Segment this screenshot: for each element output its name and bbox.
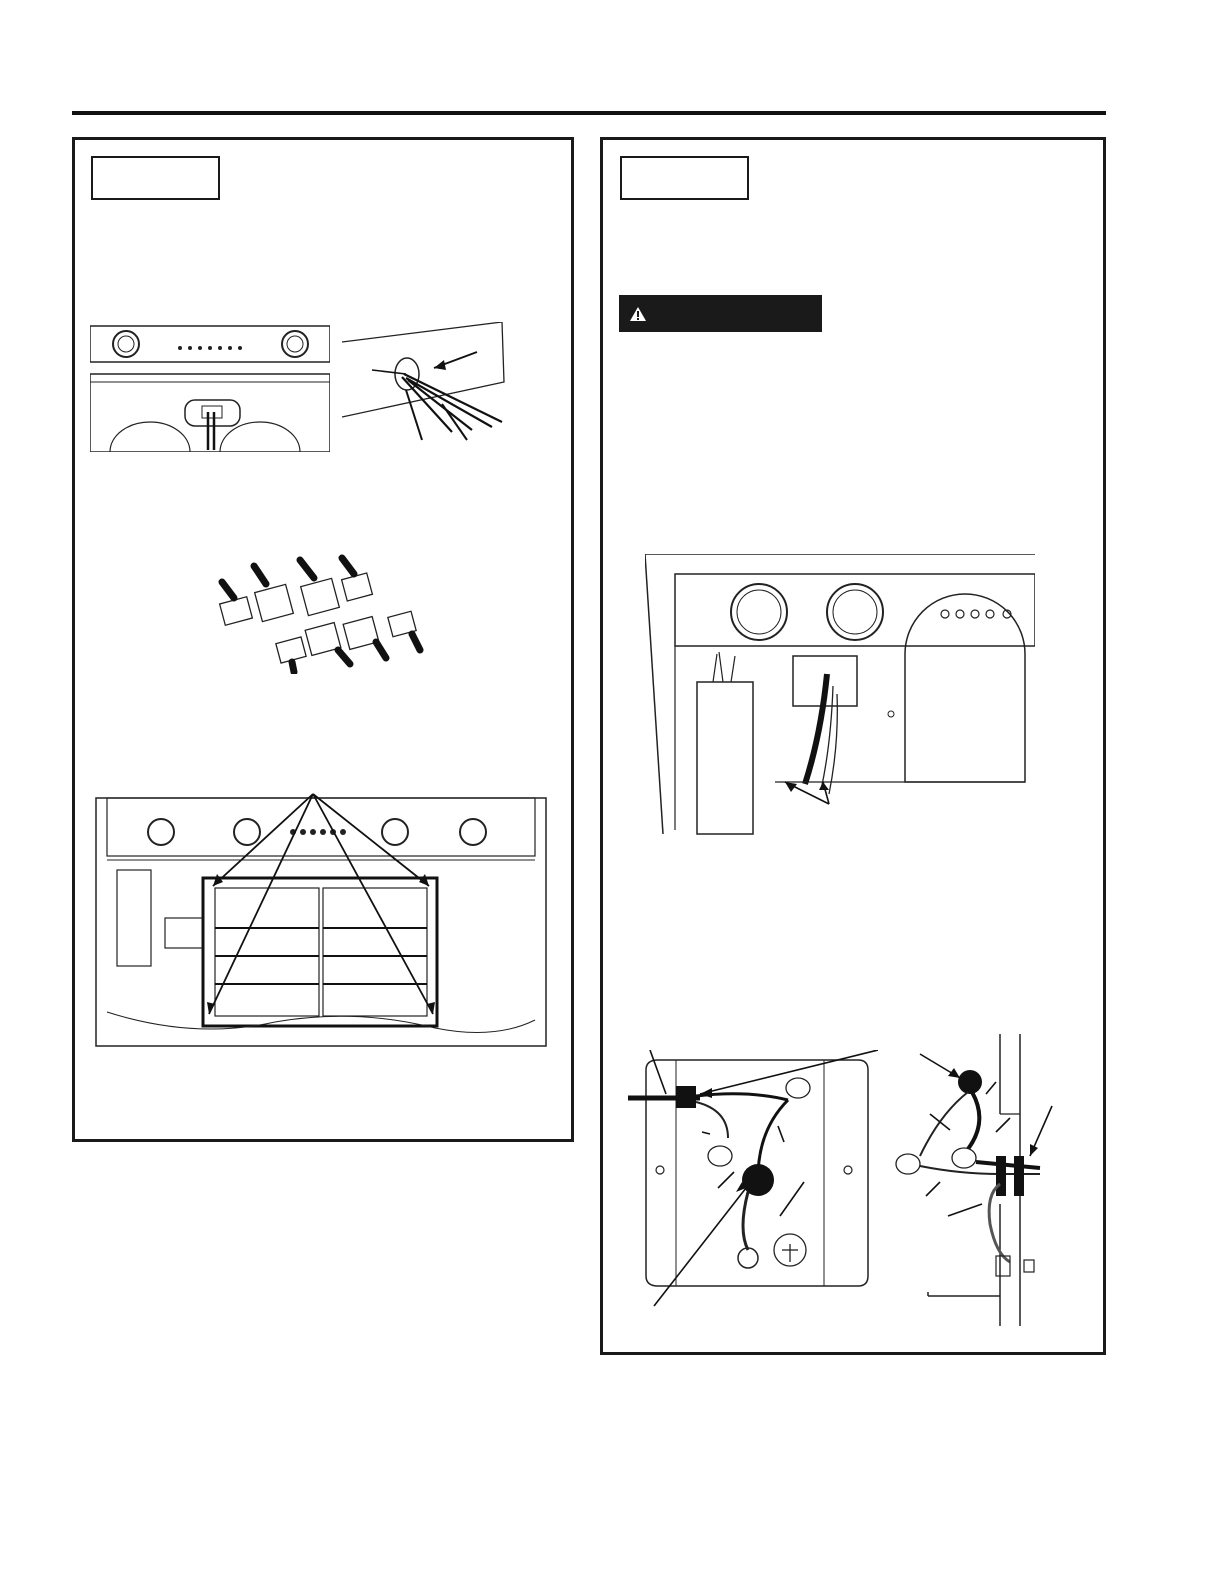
right-step-label-box xyxy=(620,156,749,200)
warning-banner xyxy=(619,295,822,332)
page-top-rule xyxy=(72,111,1106,115)
wiring-side-view-figure xyxy=(890,1034,1060,1326)
filter-frame-figure xyxy=(95,788,547,1048)
left-step-label-box xyxy=(91,156,220,200)
wire-connectors-figure xyxy=(214,554,424,674)
wiring-front-view-figure xyxy=(628,1050,878,1310)
junction-box-figure xyxy=(645,554,1035,836)
wire-strain-relief-figure xyxy=(342,322,522,442)
warning-triangle-icon xyxy=(629,306,647,322)
hood-bottom-wiring-figure xyxy=(90,322,330,452)
